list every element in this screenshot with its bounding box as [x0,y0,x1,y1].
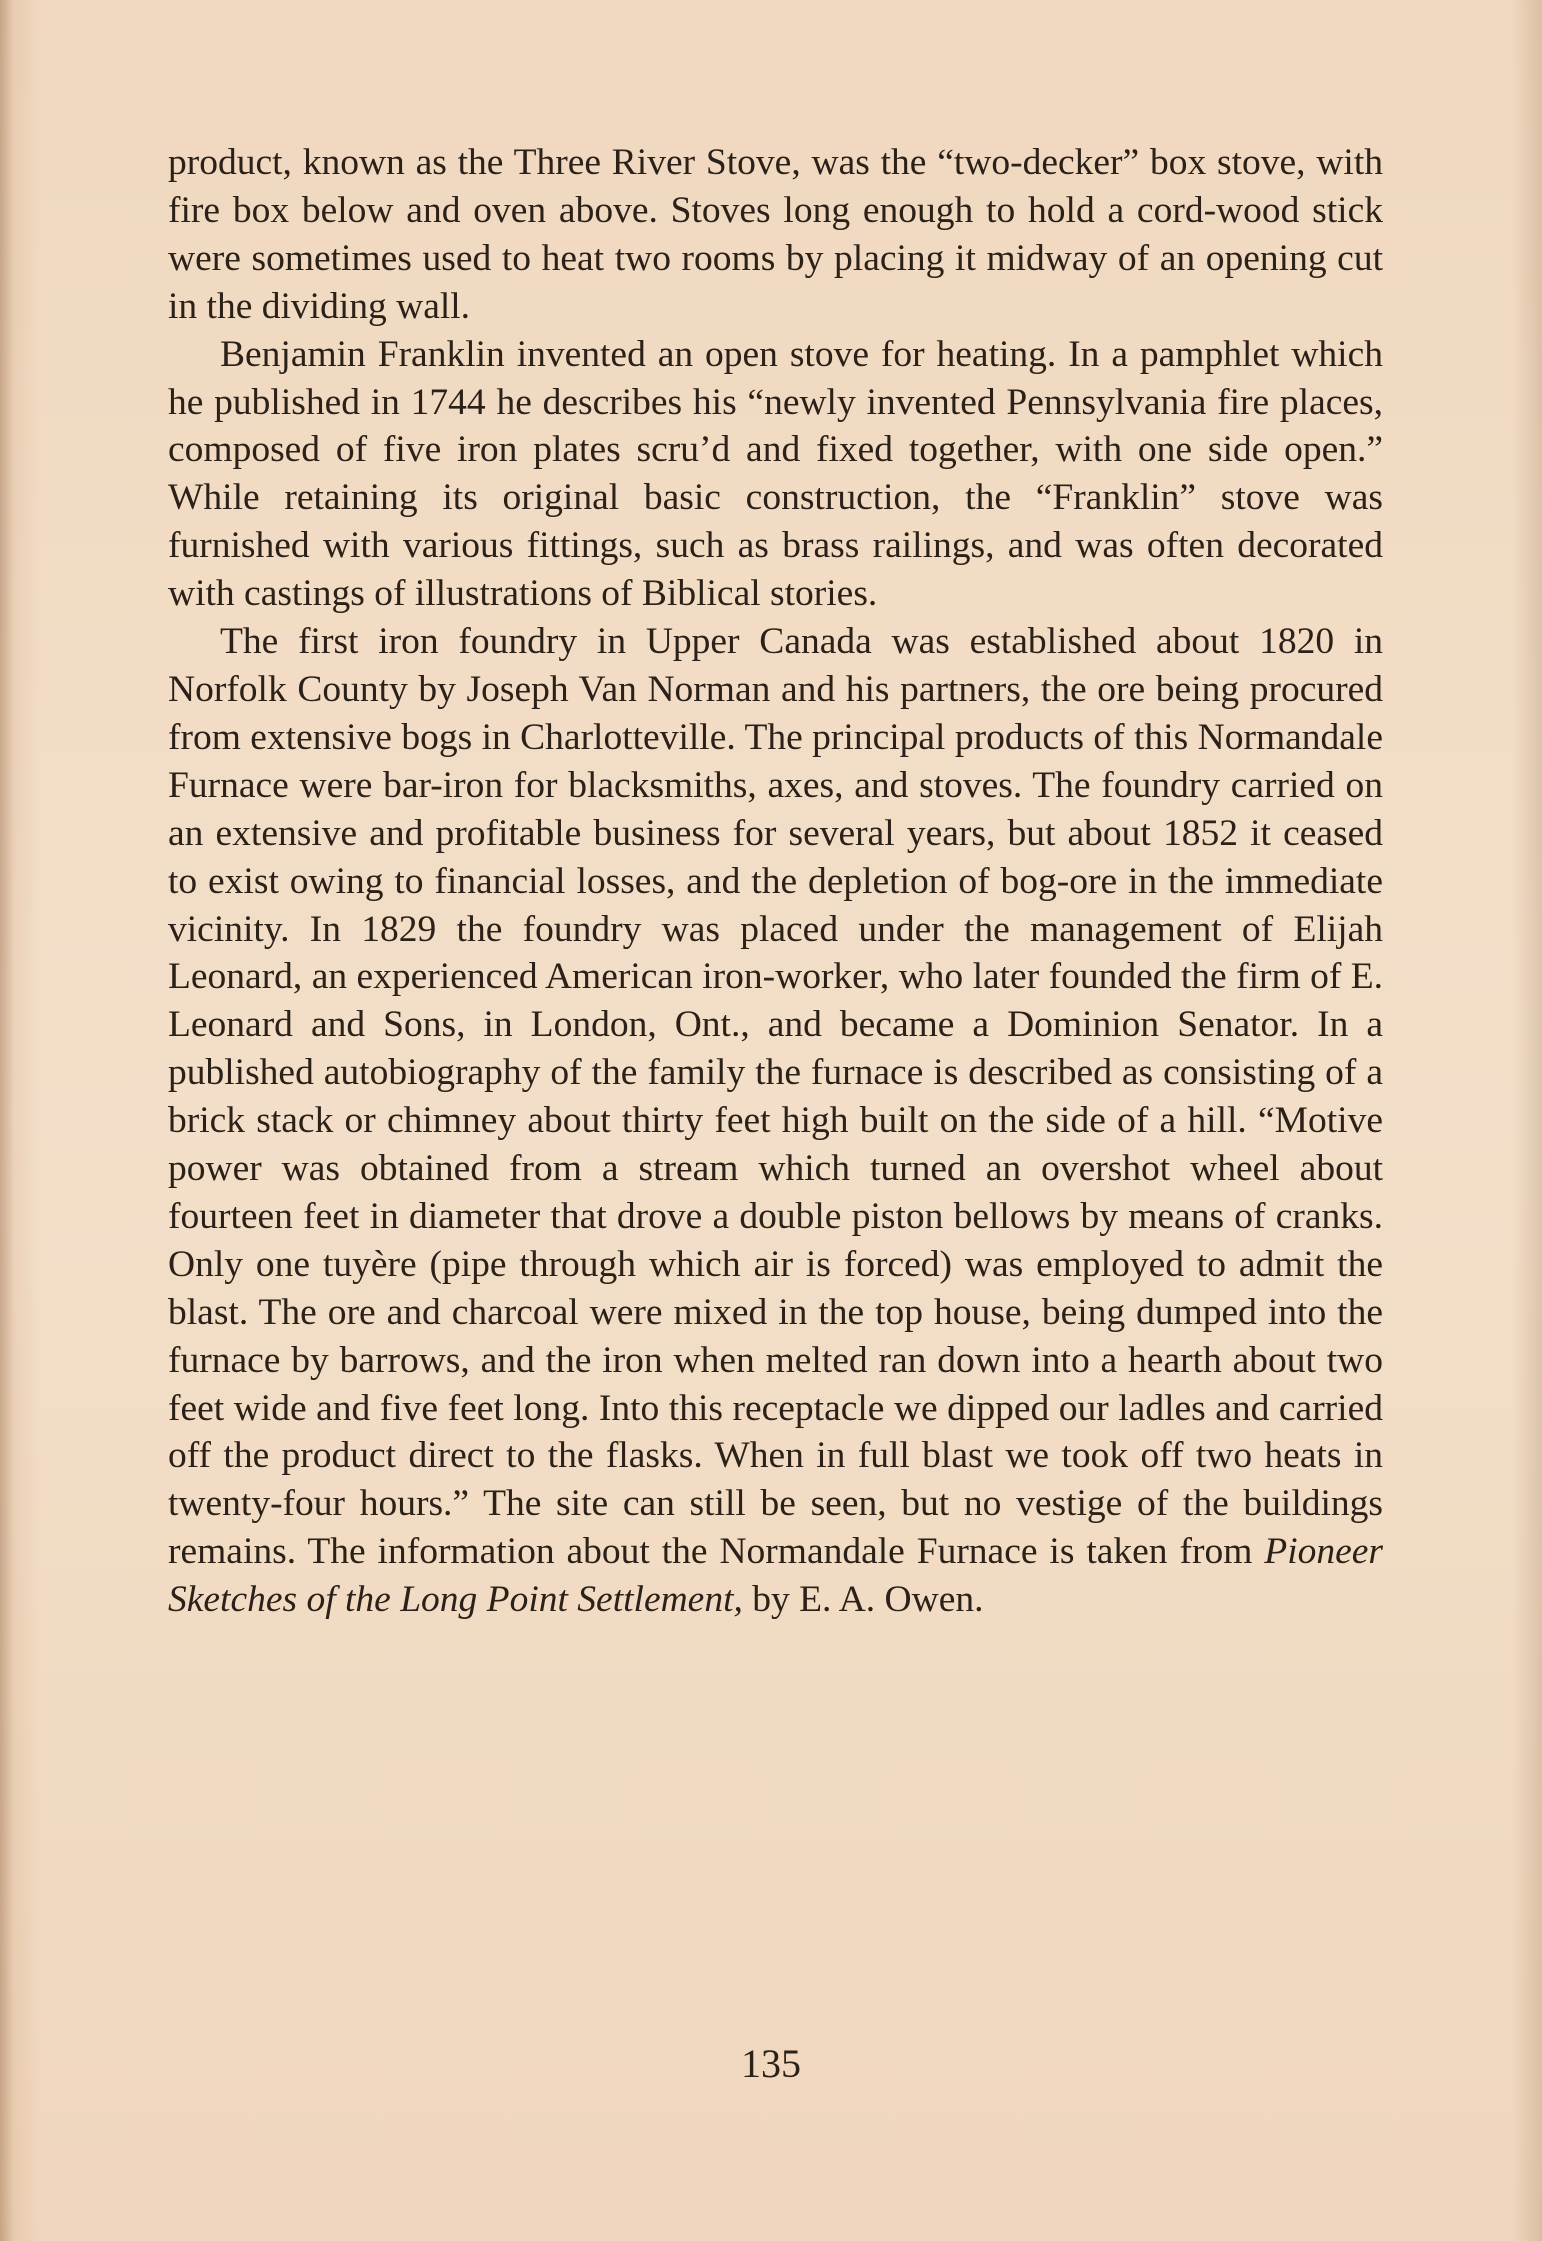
body-text [168,139,1383,1624]
page-number: 135 [741,2041,801,2086]
paragraph-three-river-stove: product, known as the Three River Stove, was the “two-decker” box stove, with fire box below and oven above. Stoves long enough to hold a cord-wood stick were sometimes used to heat two rooms by placing it midway of an opening cut in the dividing wall. [168,142,1383,327]
paragraph-normandale-text: The first iron foundry in Upper Canada was established about 1820 in Norfolk County by Joseph Van Norman and his partners, the ore being procured from extensive bogs in Charlotteville. The principal products of this Normandale Furnace were bar-iron for blacksmiths, axes, and stoves. The foundry carried on an extensive and profitable business for several years, but about 1852 it ceased to exist owing to financial losses, and the depletion of bog-ore in the immediate vicinity. In 1829 the foundry was placed under the management of Elijah Leonard, an experienced American iron-worker, who later founded the firm of E. Leonard and Sons, in London, Ont., and became a Dominion Senator. In a published autobiography of the family the furnace is described as consisting of a brick stack or chimney about thirty feet high built on the side of a hill. “Motive power was obtained from a stream which turned an overshot wheel about fourteen feet in diameter that drove a double piston bellows by means of cranks. Only one tuyère (pipe through which air is forced) was employed to admit the blast. The ore and charcoal were mixed in the top house, being dumped into the furnace by barrows, and the iron when melted ran down into a hearth about two feet wide and five feet long. Into this receptacle we dipped our ladles and carried off the product direct to the flasks. When in full blast we took off two heats in twenty-four hours.” The site can still be seen, but no vestige of the buildings remains. The information about the Normandale Furnace is taken from [168,621,1383,1573]
book-title-reference: Pioneer Sketches of the Long Point Settlement, [168,1531,1384,1621]
author-reference: by E. A. Owen. [752,1579,984,1621]
paragraph-normandale-furnace [168,618,1383,1624]
paragraph-franklin-stove: Benjamin Franklin invented an open stove for heating. In a pamphlet which he published in 1744 he describes his “newly invented Pennsylvania fire places, composed of five iron plates scru’d and fixed together, with one side open.” While retaining its original basic construction, the “Franklin” stove was furnished with various fittings, such as brass railings, and was often decorated with castings of illustrations of Biblical stories. [168,333,1383,615]
